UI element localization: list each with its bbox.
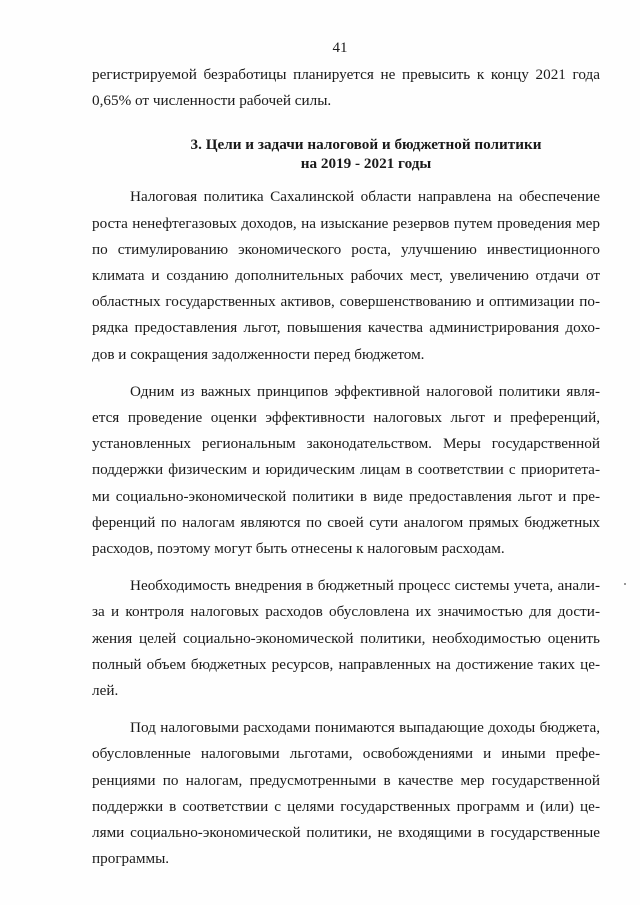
scan-speck <box>624 583 626 585</box>
paragraph-tax-expenditure-definition: Под налоговыми расходами понимаются выпадающие доходы бюджета, обусловленные налоговыми льготами, освобождениями и иными преференциями по налогам, предусмотренными в качестве мер государственной поддержки в соответствии с целями государственных программ и (или) целями социально-экономической политики, не входящими в государственные программы. <box>92 719 600 868</box>
intro-paragraph: регистрируемой безработицы планируется не превысить к концу 2021 года 0,65% от численности рабочей силы. <box>92 66 600 110</box>
section-heading-line-1: 3. Цели и задачи налоговой и бюджетной политики <box>190 136 542 154</box>
section-heading <box>92 135 600 173</box>
paragraph-tax-policy-goals: Налоговая политика Сахалинской области направлена на обеспечение роста ненефтегазовых доходов, на изыскание резервов путем проведения мер по стимулированию экономического роста, улучшению инвестиционного климата и созданию дополнительных рабочих мест, увеличению отдачи от областных государственных активов, совершенствованию и оптимизации порядка предоставления льгот, повышения качества администрирования доходов и сокращения задолженности перед бюджетом. <box>92 188 600 363</box>
page-number: 41 <box>332 40 348 56</box>
paragraph-tax-expenditure-accounting: Необходимость внедрения в бюджетный процесс системы учета, анализа и контроля налоговых расходов обусловлена их значимостью для достижения целей социально-экономической политики, необходимостью оценить полный объем бюджетных ресурсов, направленных на достижение таких целей. <box>92 577 600 700</box>
page-content <box>92 62 600 872</box>
paragraph-tax-benefits-evaluation: Одним из важных принципов эффективной налоговой политики является проведение оценки эффективности налоговых льгот и преференций, установленных региональным законодательством. Меры государственной поддержки физическим и юридическим лицам в соответствии с приоритетами социально-экономической политики в виде предоставления льгот и преференций по налогам являются по своей сути аналогом прямых бюджетных расходов, поэтому могут быть отнесены к налоговым расходам. <box>92 382 600 558</box>
section-heading-line-2: на 2019 - 2021 годы <box>300 155 432 173</box>
